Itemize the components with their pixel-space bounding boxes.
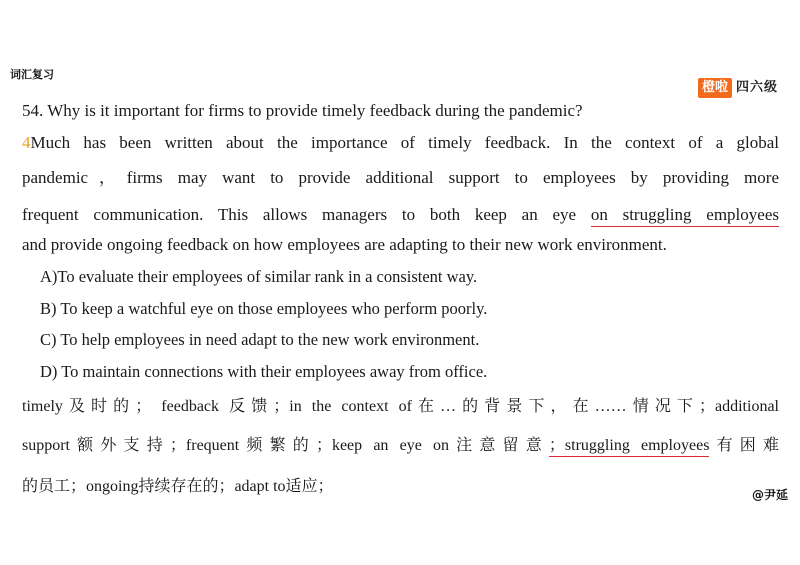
- passage-line-1: [22, 132, 779, 154]
- vocab-line-2: [22, 435, 779, 457]
- question-text: 54. Why is it important for firms to provide timely feedback during the pandemic?: [22, 101, 583, 120]
- passage-line-2: pandemic，firms may want to provide additional support to employees by providing more: [22, 168, 779, 187]
- passage-line-3: [22, 204, 779, 226]
- passage-line-4: and provide ongoing feedback on how employees are adapting to their new work environment.: [22, 235, 667, 254]
- brand-logo-badge: 橙啦: [698, 78, 732, 98]
- paragraph-number: 4: [22, 133, 31, 152]
- passage-line-3-text: frequent communication. This allows managers to both keep an eye: [22, 205, 591, 224]
- option-b: B) To keep a watchful eye on those employees who perform poorly.: [40, 299, 488, 318]
- passage-line-1-text: Much has been written about the importance of timely feedback. In the context of a global: [30, 133, 779, 152]
- vocab-underlined-phrase: ；struggling employees: [549, 437, 710, 457]
- underlined-phrase: on struggling employees: [591, 205, 779, 227]
- brand-text: 四六级: [735, 80, 778, 95]
- brand-logo: [698, 78, 778, 98]
- author-credit: @尹延: [751, 488, 788, 502]
- option-c: C) To help employees in need adapt to the new work environment.: [40, 330, 480, 349]
- section-label: 词汇复习: [10, 68, 54, 81]
- vocab-line-3: 的员工；ongoing持续存在的；adapt to适应；: [22, 478, 334, 495]
- option-a: A)To evaluate their employees of similar rank in a consistent way.: [40, 267, 478, 286]
- vocab-line-2-end: 有困难: [709, 437, 779, 454]
- option-d: D) To maintain connections with their employees away from office.: [40, 362, 488, 381]
- vocab-line-2-text: support额外支持；frequent频繁的；keep an eye on注意留意: [22, 437, 549, 454]
- vocab-line-1: timely及时的； feedback 反馈；in the context of在…的背景下，在……情况下；additional: [22, 398, 779, 415]
